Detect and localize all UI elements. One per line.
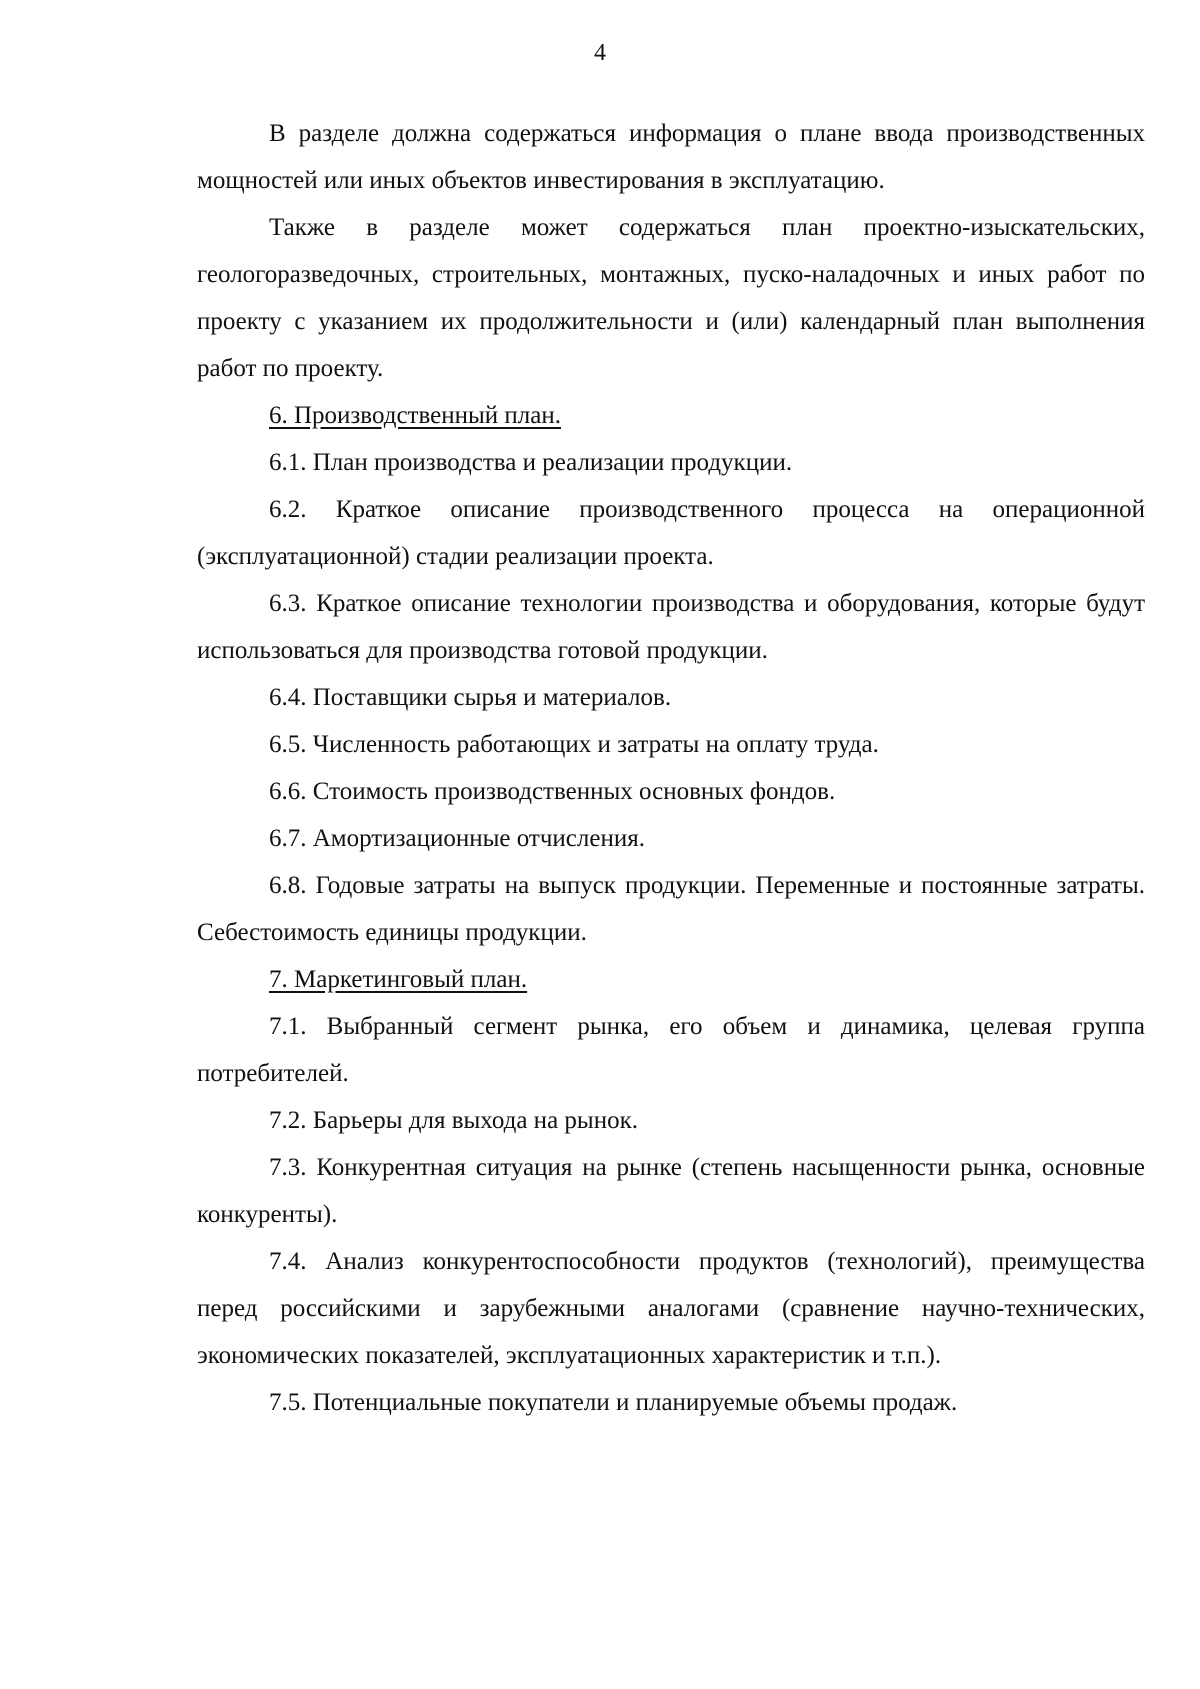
list-item: 7.4. Анализ конкурентоспособности продуктов (технологий), преимущества перед российскими и зарубежными аналогами (сравнение научно-технических, экономических показателей, эксплуатационных характеристик и т.п.). (197, 1248, 1145, 1369)
page-number: 4 (594, 40, 606, 66)
list-item: 7.3. Конкурентная ситуация на рынке (степень насыщенности рынка, основные конкуренты). (197, 1154, 1145, 1228)
list-item: 6.1. План производства и реализации продукции. (269, 449, 793, 476)
list-item: 6.5. Численность работающих и затраты на оплату труда. (269, 731, 879, 758)
list-item: 6.8. Годовые затраты на выпуск продукции. Переменные и постоянные затраты. Себестоимость единицы продукции. (197, 872, 1145, 946)
section-heading-text: 7. Маркетинговый план. (269, 966, 528, 993)
paragraph: Также в разделе может содержаться план проектно-изыскательских, геологоразведочных, строительных, монтажных, пуско-наладочных и иных работ по проекту с указанием их продолжительности и (или) календарный план выполнения работ по проекту. (197, 214, 1145, 382)
list-item: 6.4. Поставщики сырья и материалов. (269, 684, 672, 711)
paragraph: В разделе должна содержаться информация о плане ввода производственных мощностей или иных объектов инвестирования в эксплуатацию. (197, 120, 1145, 194)
section-heading-text: 6. Производственный план. (269, 402, 561, 429)
list-item: 7.1. Выбранный сегмент рынка, его объем и динамика, целевая группа потребителей. (197, 1013, 1145, 1087)
list-item: 6.7. Амортизационные отчисления. (269, 825, 645, 852)
list-item: 6.6. Стоимость производственных основных фондов. (269, 778, 836, 805)
list-item: 7.5. Потенциальные покупатели и планируемые объемы продаж. (269, 1389, 958, 1416)
document-body (197, 110, 1145, 1426)
section-heading-production-plan (197, 392, 1145, 439)
list-item: 6.3. Краткое описание технологии производства и оборудования, которые будут использоваться для производства готовой продукции. (197, 590, 1145, 664)
list-item: 7.2. Барьеры для выхода на рынок. (269, 1107, 638, 1134)
section-heading-marketing-plan (197, 956, 1145, 1003)
list-item: 6.2. Краткое описание производственного процесса на операционной (эксплуатационной) стадии реализации проекта. (197, 496, 1145, 570)
